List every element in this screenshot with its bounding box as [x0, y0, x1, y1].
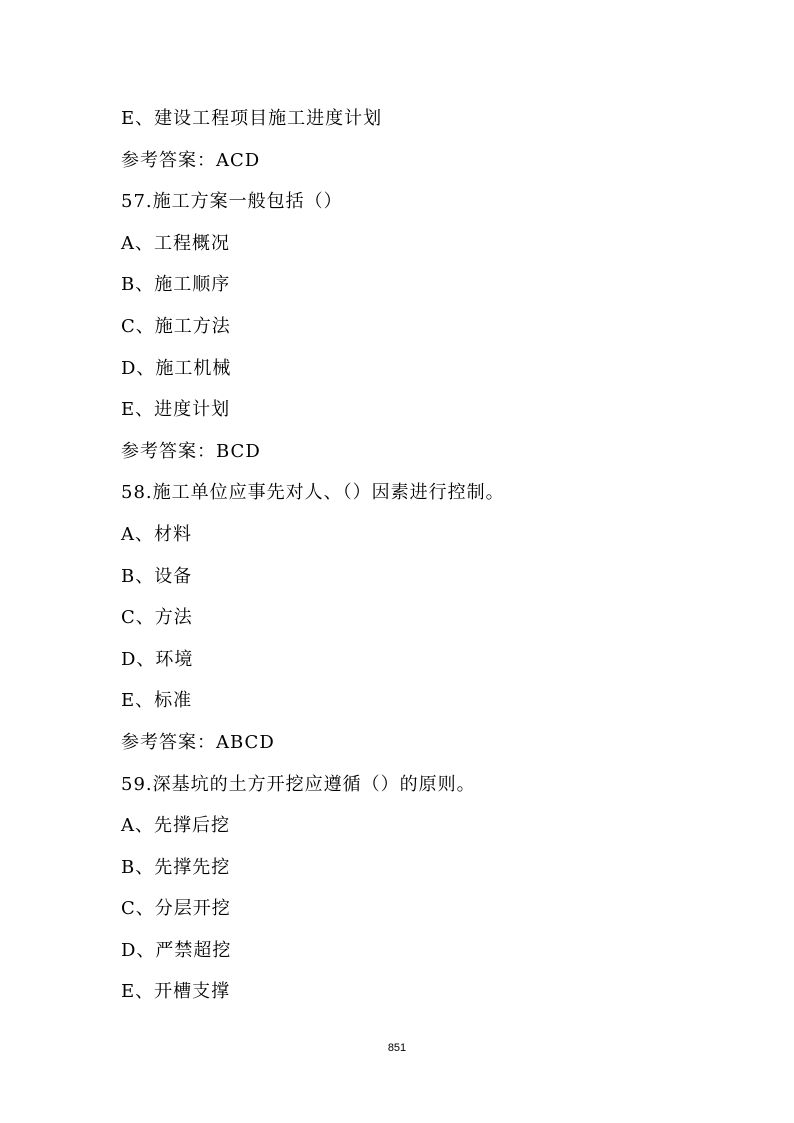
- option-d-q59: D、严禁超挖: [121, 939, 232, 961]
- option-d-q57: D、施工机械: [121, 357, 232, 379]
- option-e-q59: E、开槽支撑: [121, 981, 231, 1003]
- option-a-q57: A、工程概况: [121, 232, 230, 254]
- option-c-q59: C、分层开挖: [121, 898, 231, 920]
- option-b-q57: B、施工顺序: [121, 274, 231, 296]
- option-a-q58: A、材料: [121, 523, 192, 545]
- answer-q58: 参考答案：ABCD: [121, 731, 275, 753]
- page-number: 851: [387, 1042, 407, 1054]
- question-59: 59.深基坑的土方开挖应遵循（）的原则。: [121, 773, 476, 795]
- option-a-q59: A、先撑后挖: [121, 815, 230, 837]
- question-58: 58.施工单位应事先对人、（）因素进行控制。: [121, 482, 505, 504]
- answer-q56: 参考答案：ACD: [121, 149, 261, 171]
- answer-q57: 参考答案：BCD: [121, 440, 261, 462]
- page-body: [121, 98, 721, 1013]
- question-57: 57.施工方案一般包括（）: [121, 191, 343, 213]
- option-e-q57: E、进度计划: [121, 399, 231, 421]
- option-c-q57: C、施工方法: [121, 315, 231, 337]
- option-d-q58: D、环境: [121, 648, 194, 670]
- option-e-q58: E、标准: [121, 690, 193, 712]
- option-e-q56: E、建设工程项目施工进度计划: [121, 108, 383, 129]
- option-b-q59: B、先撑先挖: [121, 856, 231, 878]
- option-b-q58: B、设备: [121, 565, 193, 587]
- option-c-q58: C、方法: [121, 607, 193, 629]
